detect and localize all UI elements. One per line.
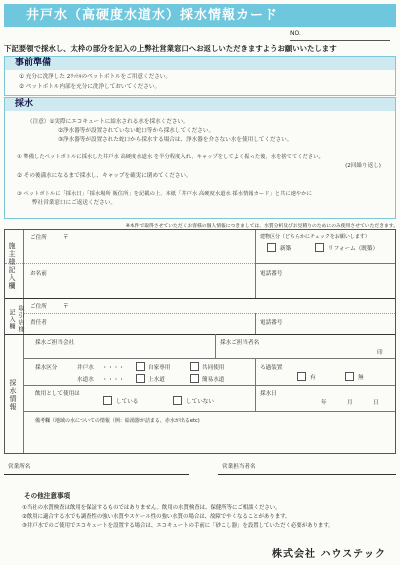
- sampling-company-label: 採水ご担当会社: [35, 340, 75, 346]
- prep-section: [4, 56, 396, 96]
- company-name: 株式会社 ハウステック: [272, 549, 386, 560]
- step-line: ③ ペットボトルに「採水日」「採水場所 販住所」を記載の上、本紙「井戸水 高硬度水道水 採水情報カード」と共に速やかに: [17, 191, 312, 197]
- step-line: ① 準備したペットボトルに採水した井戸水 高硬度水道水 を半分程度入れ、キャップをしてよく振った後、水を捨ててください。: [17, 154, 324, 160]
- note-line: （注意）①実際にエコキュートに給水される水を採水ください。: [27, 119, 189, 125]
- seal-mark: 印: [377, 350, 383, 356]
- simple-checkbox[interactable]: [190, 374, 199, 383]
- phone-label: 電話番号: [260, 271, 283, 277]
- instruction-text: 下記要領で採水し、太枠の部分を記入の上弊社営業窓口へお返しいただきますようお願いいたします: [4, 44, 337, 53]
- number-field[interactable]: [290, 28, 390, 41]
- dealer-label: 取引店様記入欄: [8, 305, 24, 333]
- filter-no-checkbox[interactable]: [345, 372, 354, 381]
- drinking-no-checkbox[interactable]: [173, 396, 182, 405]
- drinking-label: 飲用として使用は: [35, 391, 80, 397]
- filter-yes-label: 有: [310, 375, 316, 381]
- caution-item: ②飲用に適合する水でも調査性の強い水質やスケール性の強い水質の場合は、故障でやくなることがあります。: [22, 514, 291, 520]
- day-label: 日: [373, 400, 379, 406]
- sampling-info-label: 採水情報: [9, 379, 17, 411]
- new-checkbox[interactable]: [267, 243, 276, 252]
- dots: ・・・・: [102, 365, 125, 371]
- sales-row: [4, 462, 396, 474]
- dealer-postal-mark: 〒: [63, 304, 69, 310]
- filter-label: ろ過装置: [260, 365, 283, 371]
- sampling-section: [4, 97, 396, 219]
- month-label: 月: [347, 400, 353, 406]
- caution-item: ①当社の水質検査は飲用を保証するものではありません。飲用の水質検査は、保健所等にご相談ください。: [22, 505, 281, 511]
- drinking-no-label: していない: [186, 399, 214, 405]
- cautions-title: その他注意事項: [24, 492, 71, 500]
- dealer-address-label: ご住所: [30, 304, 47, 310]
- caution-item: ③井戸水でのご使用でエコキュートを設置する場合は、エコキュートの手前に「砂こし器」を設置していただく必要があります。: [22, 523, 334, 529]
- year-label: 年: [321, 400, 327, 406]
- remarks-label: 備考欄（地域の水についての情報（例：給湯器が詰まる、赤水が出るetc): [35, 418, 200, 424]
- sampling-heading: 採水: [5, 98, 395, 111]
- category-label: 採水区分: [35, 365, 58, 371]
- postal-mark: 〒: [63, 235, 69, 241]
- filter-no-label: 無: [358, 375, 364, 381]
- step-line: ② その後満水になるまで採水し、キャップを確実に閉めてください。: [17, 173, 192, 179]
- dots: ・・・・: [102, 377, 125, 383]
- reform-checkbox[interactable]: [315, 243, 324, 252]
- sales-office-label: 営業所名: [8, 464, 31, 470]
- new-label: 新築: [280, 246, 292, 252]
- reform-label: リフォーム（既築）: [328, 246, 379, 252]
- private-label: 自家専用: [148, 365, 171, 371]
- well-label: 井戸水: [77, 365, 94, 371]
- dealer-phone-label: 電話番号: [260, 320, 283, 326]
- sampling-person-label: 採水ご担当者名: [220, 340, 260, 346]
- drinking-yes-checkbox[interactable]: [103, 396, 112, 405]
- step-note: (2回繰り返し): [345, 163, 381, 169]
- drinking-yes-label: している: [116, 399, 139, 405]
- public-label: 上水道: [148, 377, 165, 383]
- prep-heading: 事前準備: [5, 57, 395, 70]
- prep-item: ① 充分に洗浄した 2ﾘｯﾄﾙのペットボトルをご用意ください。: [19, 74, 171, 80]
- number-label: NO.: [290, 30, 301, 37]
- privacy-note: ※本件で取得させていただくお客様の個人情報につきましては、水質分析及びお見積りのためにのみ使用させていただきます。: [125, 224, 398, 229]
- simple-label: 簡易水道: [202, 377, 225, 383]
- private-checkbox[interactable]: [136, 362, 145, 371]
- tap-label: 水道水: [77, 377, 94, 383]
- prep-item: ② ペットボトル内部を充分に洗浄しておいてください。: [19, 84, 161, 90]
- shared-checkbox[interactable]: [190, 362, 199, 371]
- applicant-label: 施主様記入欄: [8, 242, 16, 290]
- building-type-label: 建物区分（どちらかにチェックをお願いします）: [260, 234, 370, 240]
- step-line: 弊社営業窓口にご返送ください。: [32, 200, 116, 206]
- name-label: お名前: [30, 271, 47, 277]
- public-checkbox[interactable]: [136, 374, 145, 383]
- page-title: 井戸水（高硬度水道水）採水情報カード: [4, 4, 396, 27]
- note-line: ③浄水器等が設置された蛇口から採水する場合は、浄水器を介さない水を使用してください。: [58, 137, 293, 143]
- address-label: ご住所: [30, 235, 47, 241]
- sales-rep-label: 営業担当者名: [222, 464, 256, 470]
- sampling-date-label: 採水日: [260, 391, 277, 397]
- contact-label: 責任者: [30, 320, 47, 326]
- filter-yes-checkbox[interactable]: [297, 372, 306, 381]
- entry-form: [4, 229, 396, 454]
- note-line: ②浄水器等が設置されていない蛇口等から採水してください。: [58, 128, 215, 134]
- shared-label: 共同使用: [202, 365, 225, 371]
